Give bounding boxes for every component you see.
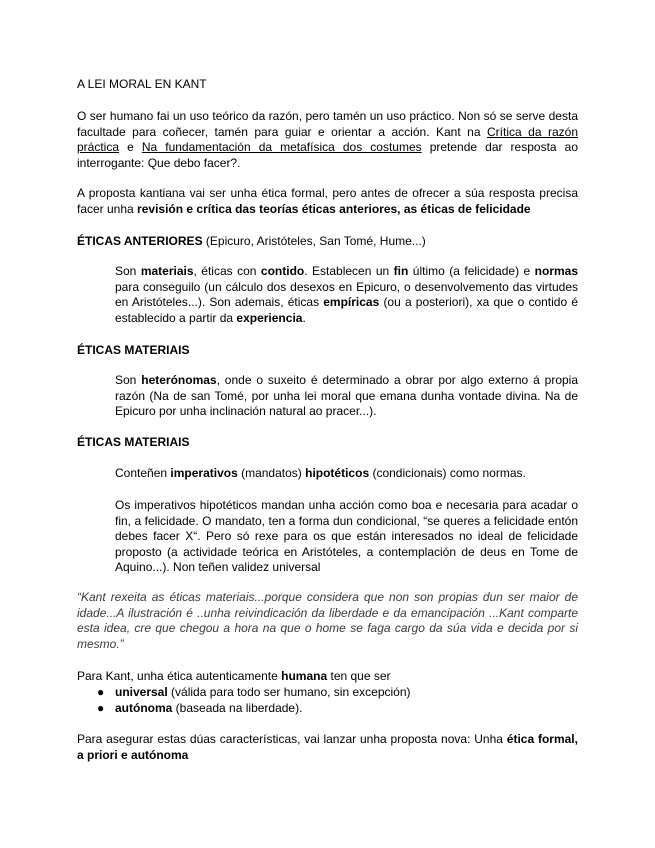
section2-paragraph: Son heterónomas, onde o suxeito é determinado a obrar por algo externo á propia razón (Na de san Tomé, por unha lei moral que emana dunha vontade divina. Na de Epicuro por unha inclinación natural ao pracer...).	[115, 373, 579, 418]
document-title	[77, 77, 578, 93]
requirements-list	[77, 685, 578, 716]
list-item: ● universal (válida para todo ser humano, sin excepción)	[97, 685, 411, 699]
closing-paragraph: Para asegurar estas dúas características, vai lanzar unha proposta nova: Unha ética formal, a priori e autónoma	[77, 732, 578, 762]
section3-paragraph1: Conteñen imperativos (mandatos) hipotéticos (condicionais) como normas.	[115, 466, 526, 480]
link-fundamentacion-metafisica[interactable]: Na fundamentación da metafísica dos costumes	[141, 140, 422, 154]
link-critica-razon-practica[interactable]: Crítica da razón práctica	[77, 124, 579, 154]
section-heading-eticas-anteriores: ÉTICAS ANTERIORES (Epicuro, Aristóteles, San Tomé, Hume...)	[77, 234, 426, 248]
proposal-paragraph: A proposta kantiana vai ser unha ética formal, pero antes de ofrecer a súa resposta precisa facer unha revisión e crítica das teorías éticas anteriores, as éticas de felicidade	[77, 186, 578, 216]
kant-quote: “Kant rexeita as éticas materiais...porque considera que non son propias dun ser maior de idade...A ilustración é ..unha reivindicación da liberdade e da emancipación ...Kant comparte esta idea, cre que chegou a hora na que o home se faga cargo da súa vida e decida por si mesmo.”	[77, 590, 578, 651]
section1-paragraph: Son materiais, éticas con contido. Establecen un fin último (a felicidade) e normas para conseguilo (un cálculo dos desexos en Epicuro, o desenvolvemento das virtudes en Aristóteles...). Son ademais, éticas empíricas (ou a posteriori), xa que o contido é establecido a partir da experiencia.	[115, 264, 579, 325]
bullet-icon: ●	[97, 700, 105, 715]
list-item: ● autónoma (baseada na liberdade).	[97, 700, 303, 715]
section-heading-eticas-materiais-2: ÉTICAS MATERIAIS	[77, 435, 190, 449]
bullet-icon: ●	[97, 685, 105, 699]
title-text: A LEI MORAL EN KANT	[77, 77, 207, 91]
kant-intro-paragraph: Para Kant, unha ética autenticamente humana ten que ser	[77, 669, 391, 683]
section-heading-eticas-materiais-1: ÉTICAS MATERIAIS	[77, 343, 190, 357]
section3-paragraph2: Os imperativos hipotéticos mandan unha acción como boa e necesaria para acadar o fin, a felicidade. O mandato, ten a forma dun condicional, “se queres a felicidade entón debes facer X“. Pero só rexe para os que están interesados no ideal de felicidade proposto (a actividade teórica en Aristóteles, a contemplación de deus en Tome de Aquino...). Non teñen validez universal	[115, 498, 578, 574]
intro-paragraph: O ser humano fai un uso teórico da razón, pero tamén un uso práctico. Non só se serve desta facultade para coñecer, tamén para guiar e orientar a acción. Kant na Crítica da razón práctica e Na fundamentación da metafísica dos costumes pretende dar resposta ao interrogante: Que debo facer?.	[77, 109, 579, 170]
